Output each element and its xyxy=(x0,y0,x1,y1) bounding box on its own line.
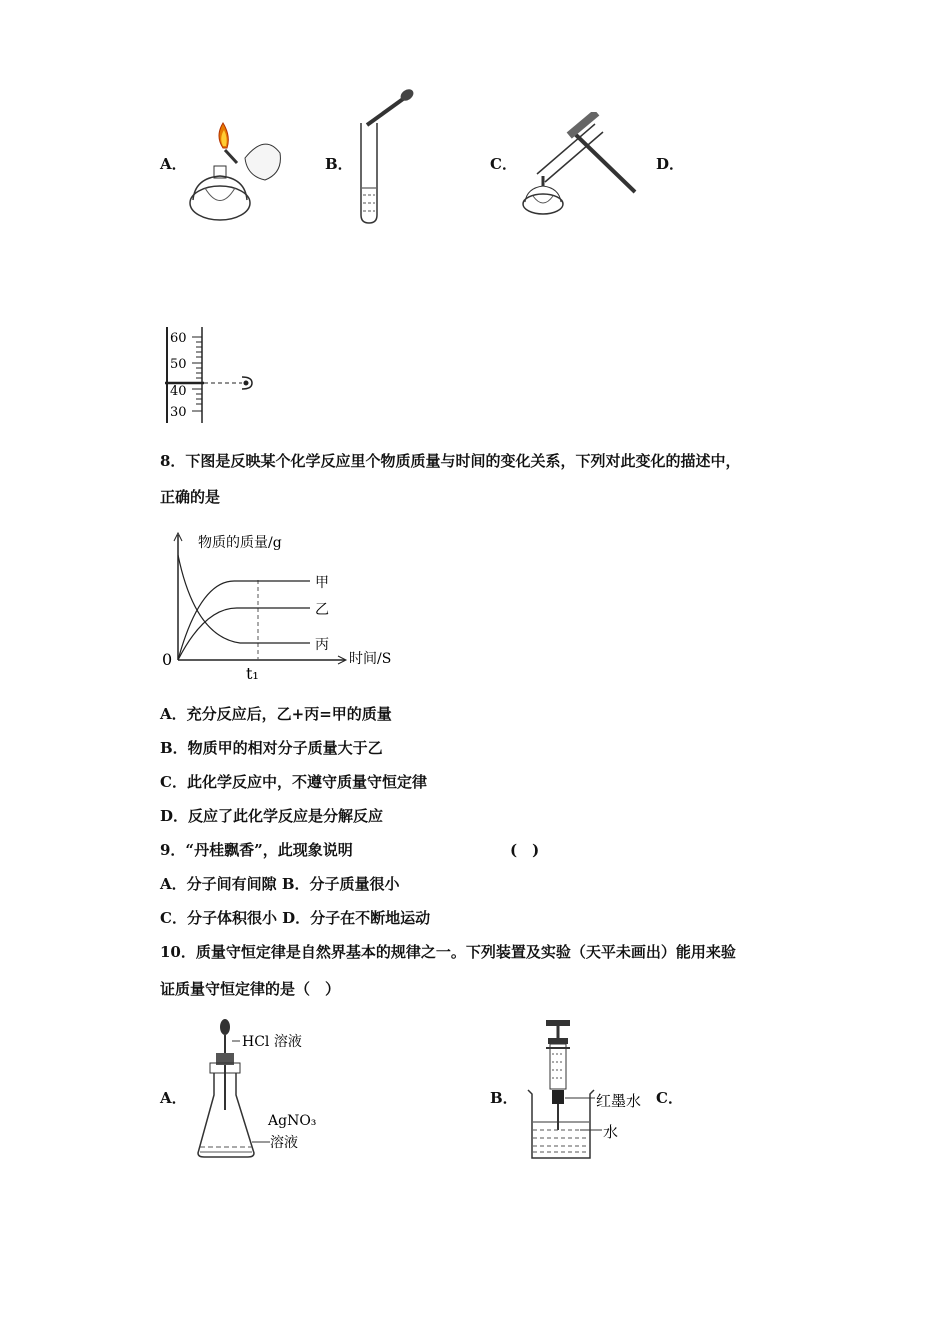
tick-50: 50 xyxy=(170,357,187,372)
q8-mass-time-chart xyxy=(160,525,410,685)
q8-option-c: C．此化学反应中，不遵守质量守恒定律 xyxy=(160,773,427,791)
tick-30: 30 xyxy=(170,405,187,420)
solution-label: 溶液 xyxy=(270,1135,298,1151)
option-b-label: B． xyxy=(325,155,353,173)
agno3-label: AgNO₃ xyxy=(268,1113,317,1129)
q9-options-line1: A．分子间有间隙 B．分子质量很小 xyxy=(160,875,400,893)
syringe-beaker-illustration xyxy=(510,1018,660,1166)
x-axis-label: 时间/S xyxy=(349,651,392,667)
q9-options-line2: C．分子体积很小 D．分子在不断地运动 xyxy=(160,909,431,927)
alcohol-lamp-lighting-illustration xyxy=(185,118,285,228)
option-c-label: C． xyxy=(490,155,517,173)
hcl-label: HCl 溶液 xyxy=(242,1034,302,1050)
option-d-label: D． xyxy=(656,155,685,173)
curve-yi xyxy=(178,608,310,660)
curve-label-bing: 丙 xyxy=(315,637,329,653)
q10-stem-line1: 10．质量守恒定律是自然界基本的规律之一。下列装置及实验（天平未画出）能用来验 xyxy=(160,943,736,961)
curve-label-yi: 乙 xyxy=(315,602,329,618)
tick-60: 60 xyxy=(170,331,187,346)
q8-stem-line1: 8．下图是反映某个化学反应里个物质质量与时间的变化关系，下列对此变化的描述中， xyxy=(160,452,741,470)
t1-label: t₁ xyxy=(246,664,259,683)
q10-option-c-label: C． xyxy=(656,1089,683,1107)
curve-jia xyxy=(178,581,310,660)
q9-stem: 9．“丹桂飘香”，此现象说明 xyxy=(160,841,353,859)
test-tube-dropper-illustration xyxy=(345,83,425,228)
curve-label-jia: 甲 xyxy=(315,575,329,591)
origin-label: 0 xyxy=(162,650,173,669)
q8-option-b: B．物质甲的相对分子质量大于乙 xyxy=(160,739,383,757)
water-label: 水 xyxy=(603,1123,619,1141)
option-a-label: A． xyxy=(160,155,187,173)
q8-option-d: D．反应了此化学反应是分解反应 xyxy=(160,807,384,825)
q10-option-b-label: B． xyxy=(490,1089,518,1107)
graduated-cylinder-reading-illustration xyxy=(160,325,270,425)
tick-40: 40 xyxy=(170,384,187,399)
q9-answer-paren: ( ) xyxy=(510,841,540,859)
q10-option-a-label: A． xyxy=(160,1089,187,1107)
flask-hcl-agno3-illustration xyxy=(190,1015,330,1165)
red-ink-label: 红墨水 xyxy=(596,1092,642,1110)
y-axis-label: 物质的质量/g xyxy=(198,535,282,551)
heating-test-tube-illustration xyxy=(515,112,645,222)
q8-option-a: A．充分反应后，乙+丙=甲的质量 xyxy=(160,705,392,723)
q10-stem-line2: 证质量守恒定律的是（ ） xyxy=(160,980,341,998)
q8-stem-line2: 正确的是 xyxy=(160,488,221,506)
